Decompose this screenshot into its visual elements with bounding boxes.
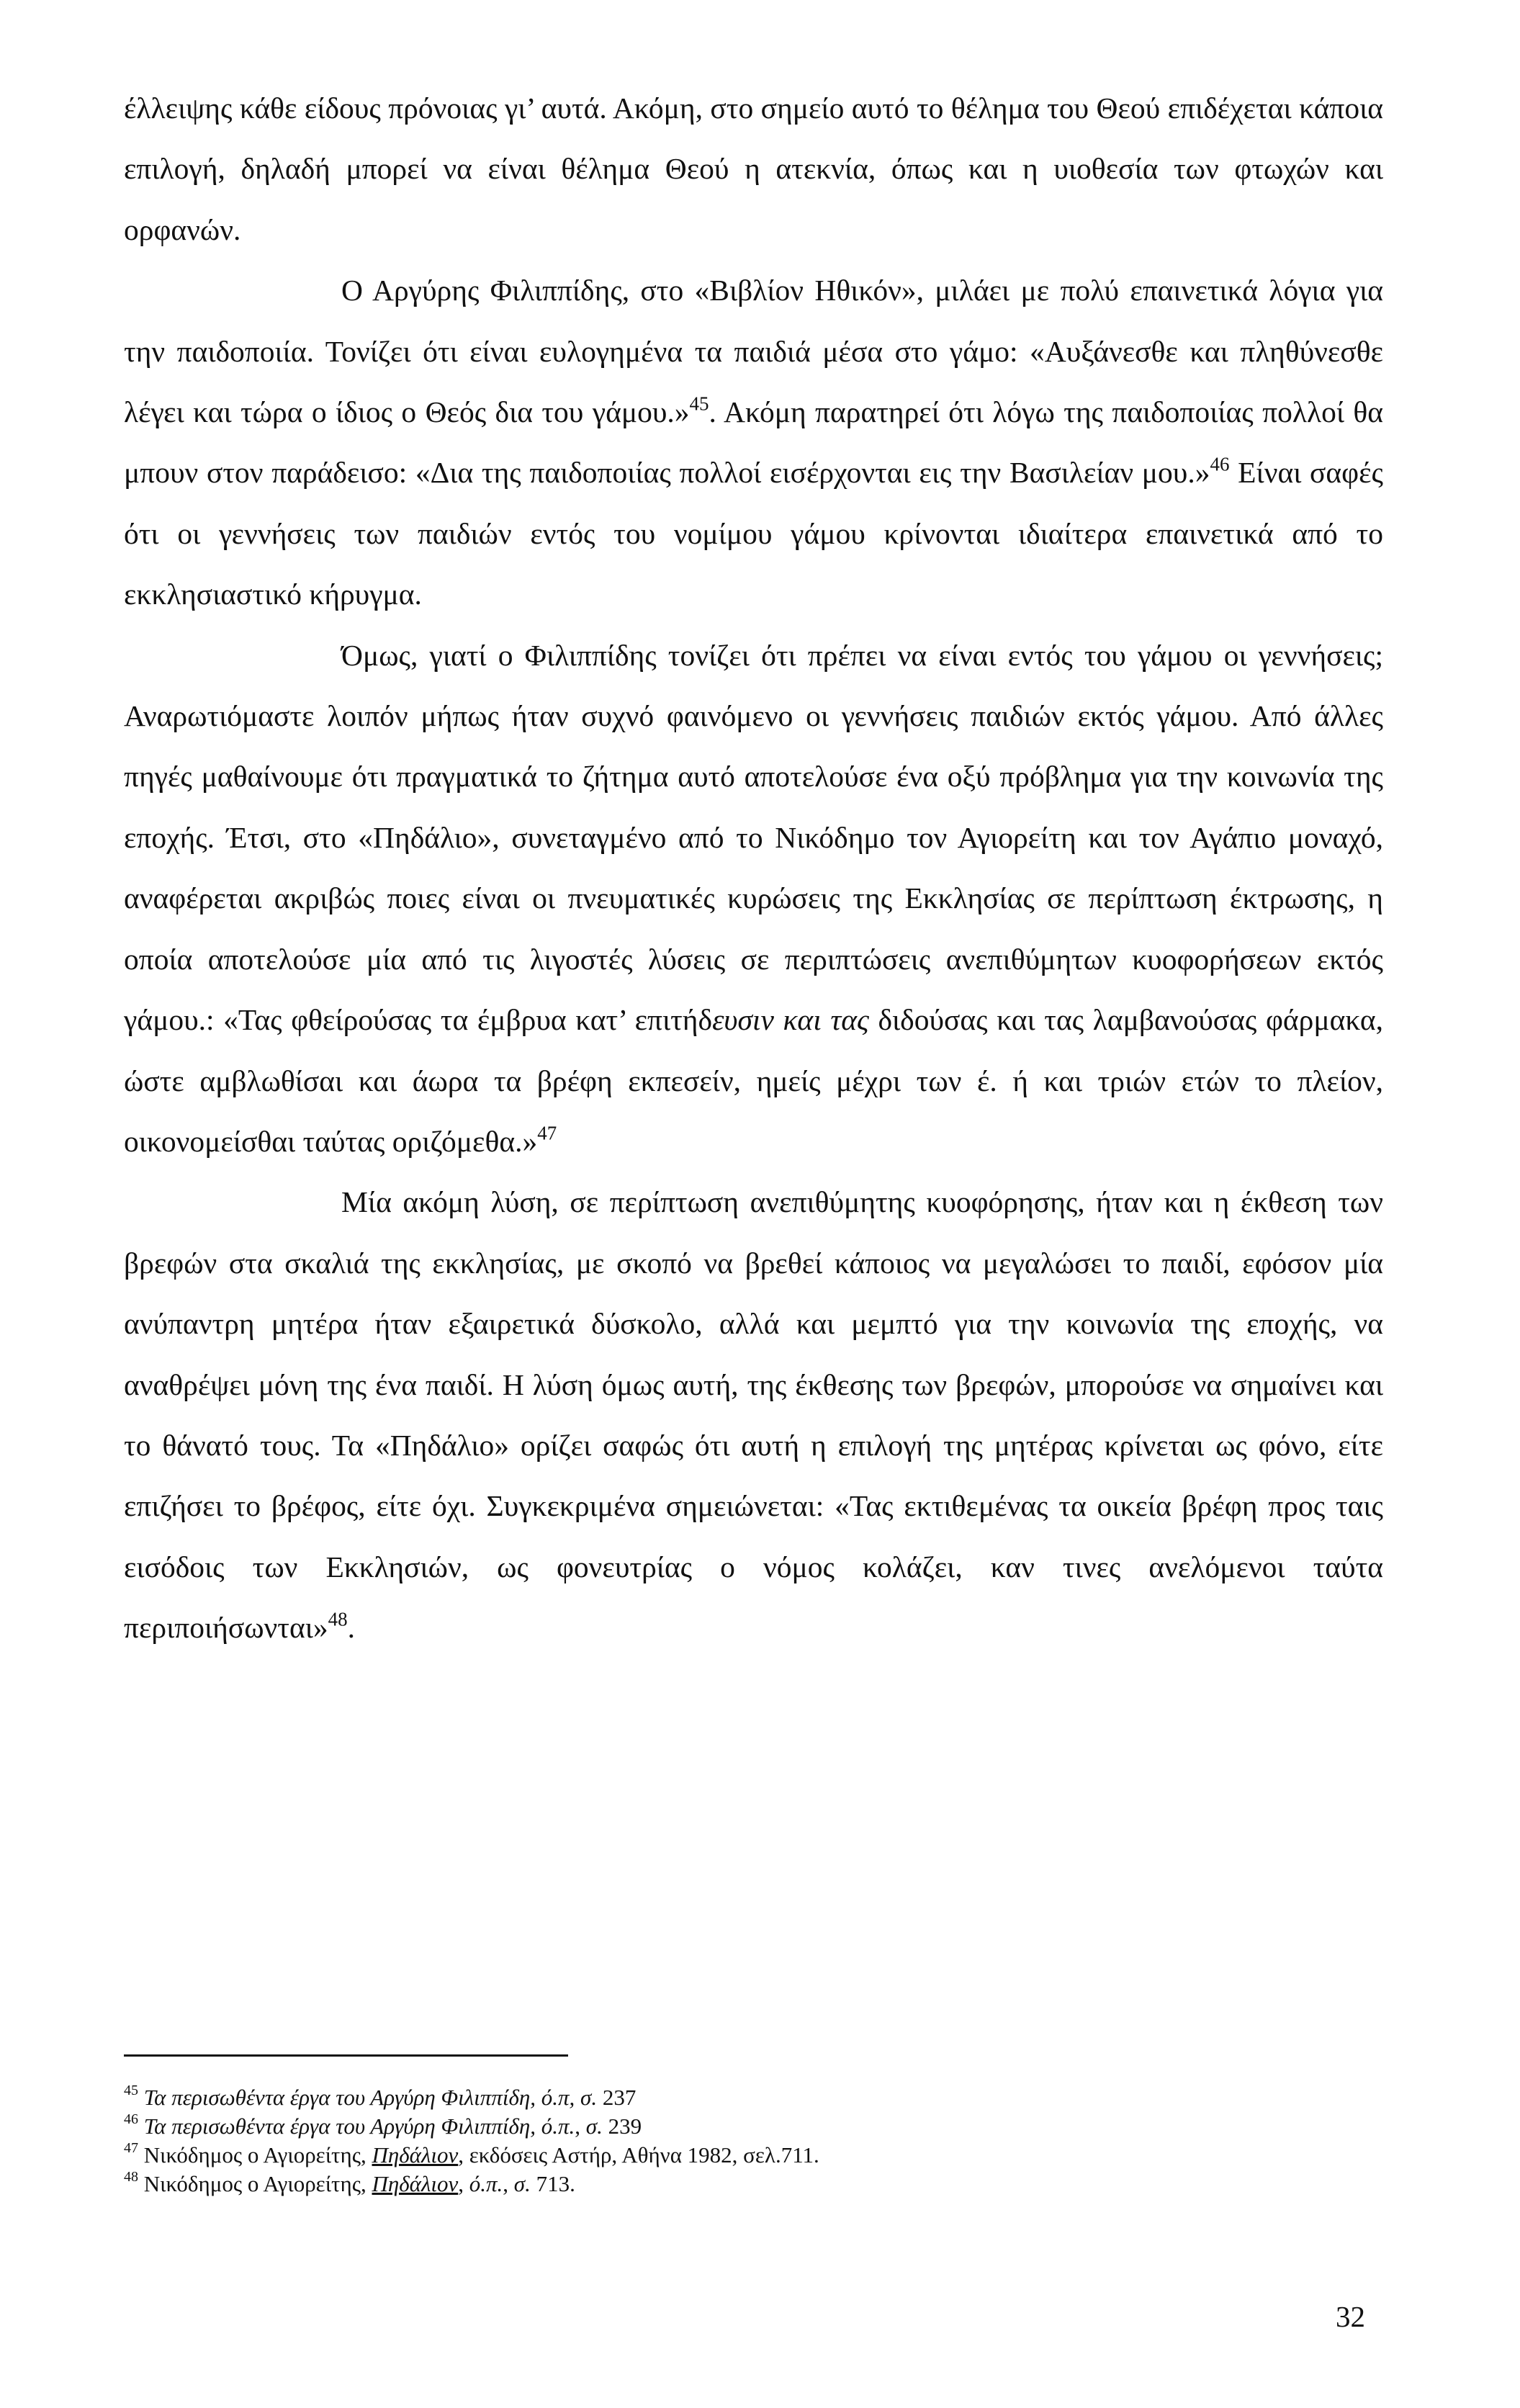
text-run: έλλειψης κάθε είδους πρόνοιας γι’ αυτά. Ακόμη, στο σημείο αυτό το θέλημα του Θεού επιδέχεται κάποια επιλογή, δηλαδή μπορεί να είναι θέλημα Θεού η ατεκνία, όπως και η υιοθεσία των φτωχών και ορφανών. [124,91,1383,246]
paragraph [124,260,1383,624]
text-run: , [458,2171,469,2196]
footnote-marker: 48 [328,1608,348,1630]
footnote [124,2083,1383,2112]
paragraph [124,78,1383,260]
footnote [124,2141,1383,2170]
text-run: . Ακόμη παρατηρεί ότι λόγω της παιδοποιίας πολλοί θα μπουν στον παράδεισο: «Δια της παιδοποιίας πολλοί εισέρχονται εις την Βασιλείαν μου.» [124,395,1383,490]
text-run: Τα περισωθέντα έργα του Αργύρη Φιλιππίδη, ό.π. [138,2113,575,2139]
text-run: 713. [530,2171,575,2196]
footnote-marker: 47 [124,2140,138,2156]
footnote-marker: 48 [124,2169,138,2185]
footnote-marker: 47 [537,1122,557,1144]
footnote [124,2170,1383,2198]
text-run: σ. [513,2171,531,2196]
text-run: 239 [602,2113,642,2139]
text-run: , εκδόσεις Αστήρ, Αθήνα 1982, σελ.711. [458,2142,819,2167]
page-number: 32 [1336,2300,1365,2333]
text-run: Νικόδημος ο Αγιορείτης, [138,2142,372,2167]
text-run: σ. [585,2113,603,2139]
footnote-marker: 45 [689,392,709,415]
footnote [124,2112,1383,2141]
footnote-marker: 46 [1210,453,1230,475]
paragraph [124,625,1383,1172]
text-run: , [575,2113,586,2139]
text-run: Όμως, γιατί ο Φιλιππίδης τονίζει ότι πρέπει να είναι εντός του γάμου οι γεννήσεις; Αναρωτιόμαστε λοιπόν μήπως ήταν συχνό φαινόμενο οι γεννήσεις παιδιών εκτός γάμου. Από άλλες πηγές μαθαίνουμε ότι πραγματικά το ζήτημα αυτό αποτελούσε ένα οξύ πρόβλημα για την κοινωνία της εποχής. Έτσι, στο «Πηδάλιο», συνεταγμένο από το Νικόδημο τον Αγιορείτη και τον Αγάπιο μοναχό, αναφέρεται ακριβώς ποιες είναι οι πνευματικές κυρώσεις της Εκκλησίας σε περίπτωση έκτρωσης, η οποία αποτελούσε μία από τις λιγοστές λύσεις σε περιπτώσεις ανεπιθύμητων κυοφορήσεων εκτός γάμου.: «Τας φθείρούσας τα έμβρυα κατ’ επιτήδ [124,638,1383,1037]
text-run: , [503,2171,514,2196]
text-run: Μία ακόμη λύση, σε περίπτωση ανεπιθύμητης κυοφόρησης, ήταν και η έκθεση των βρεφών στα σκαλιά της εκκλησίας, με σκοπό να βρεθεί κάποιος να μεγαλώσει το παιδί, εφόσον μία ανύπαντρη μητέρα ήταν εξαιρετικά δύσκολο, αλλά και μεμπτό για την κοινωνία της εποχής, να αναθρέψει μόνη της ένα παιδί. Η λύση όμως αυτή, της έκθεσης των βρεφών, μπορούσε να σημαίνει και το θάνατό τους. Τα «Πηδάλιο» ορίζει σαφώς ότι αυτή η επιλογή της μητέρας κρίνεται ως φόνο, είτε επιζήσει το βρέφος, είτε όχι. Συγκεκριμένα σημειώνεται: «Τας εκτιθεμένας τα οικεία βρέφη προς ταις εισόδοις των Εκκλησιών, ως φονευτρίας ο νόμος κολάζει, καν τινες ανελόμενοι ταύτα περιποιήσωνται» [124,1185,1383,1645]
text-run: ό.π. [469,2171,503,2196]
text-run: Πηδάλιον [372,2171,459,2196]
text-run: Πηδάλιον [372,2142,459,2167]
text-run: διδούσας και τας λαμβανούσας φάρμακα, ώστε αμβλωθίσαι και άωρα τα βρέφη εκπεσείν, ημείς μέχρι των έ. ή και τριών ετών το πλείον, οικονομείσθαι ταύτας οριζόμεθα.» [124,1003,1384,1158]
text-run: Τα περισωθέντα έργα του Αργύρη Φιλιππίδη, ό.π, σ. [138,2085,598,2110]
body-text [124,78,1383,1658]
text-run: Ο Αργύρης Φιλιππίδης, στο «Βιβλίον Ηθικόν», μιλάει με πολύ επαινετικά λόγια για την παιδοποιία. Τονίζει ότι είναι ευλογημένα τα παιδιά μέσα στο γάμο: «Αυξάνεσθε και πληθύνεσθε λέγει και τώρα ο ίδιος ο Θεός δια του γάμου.» [124,274,1383,429]
text-run: 237 [597,2085,637,2110]
text-run: . [347,1611,355,1645]
paragraph [124,1172,1383,1658]
footnote-separator [124,2054,568,2057]
footnotes [124,2083,1383,2198]
text-run: Είναι σαφές ότι οι γεννήσεις των παιδιών εντός του νομίμου γάμου κρίνονται ιδιαίτερα επαινετικά από το εκκλησιαστικό κήρυγμα. [124,456,1383,611]
text-run: ευσιν και τας [712,1003,869,1037]
footnote-marker: 45 [124,2083,138,2098]
text-run: Νικόδημος ο Αγιορείτης, [138,2171,372,2196]
footnote-marker: 46 [124,2111,138,2127]
